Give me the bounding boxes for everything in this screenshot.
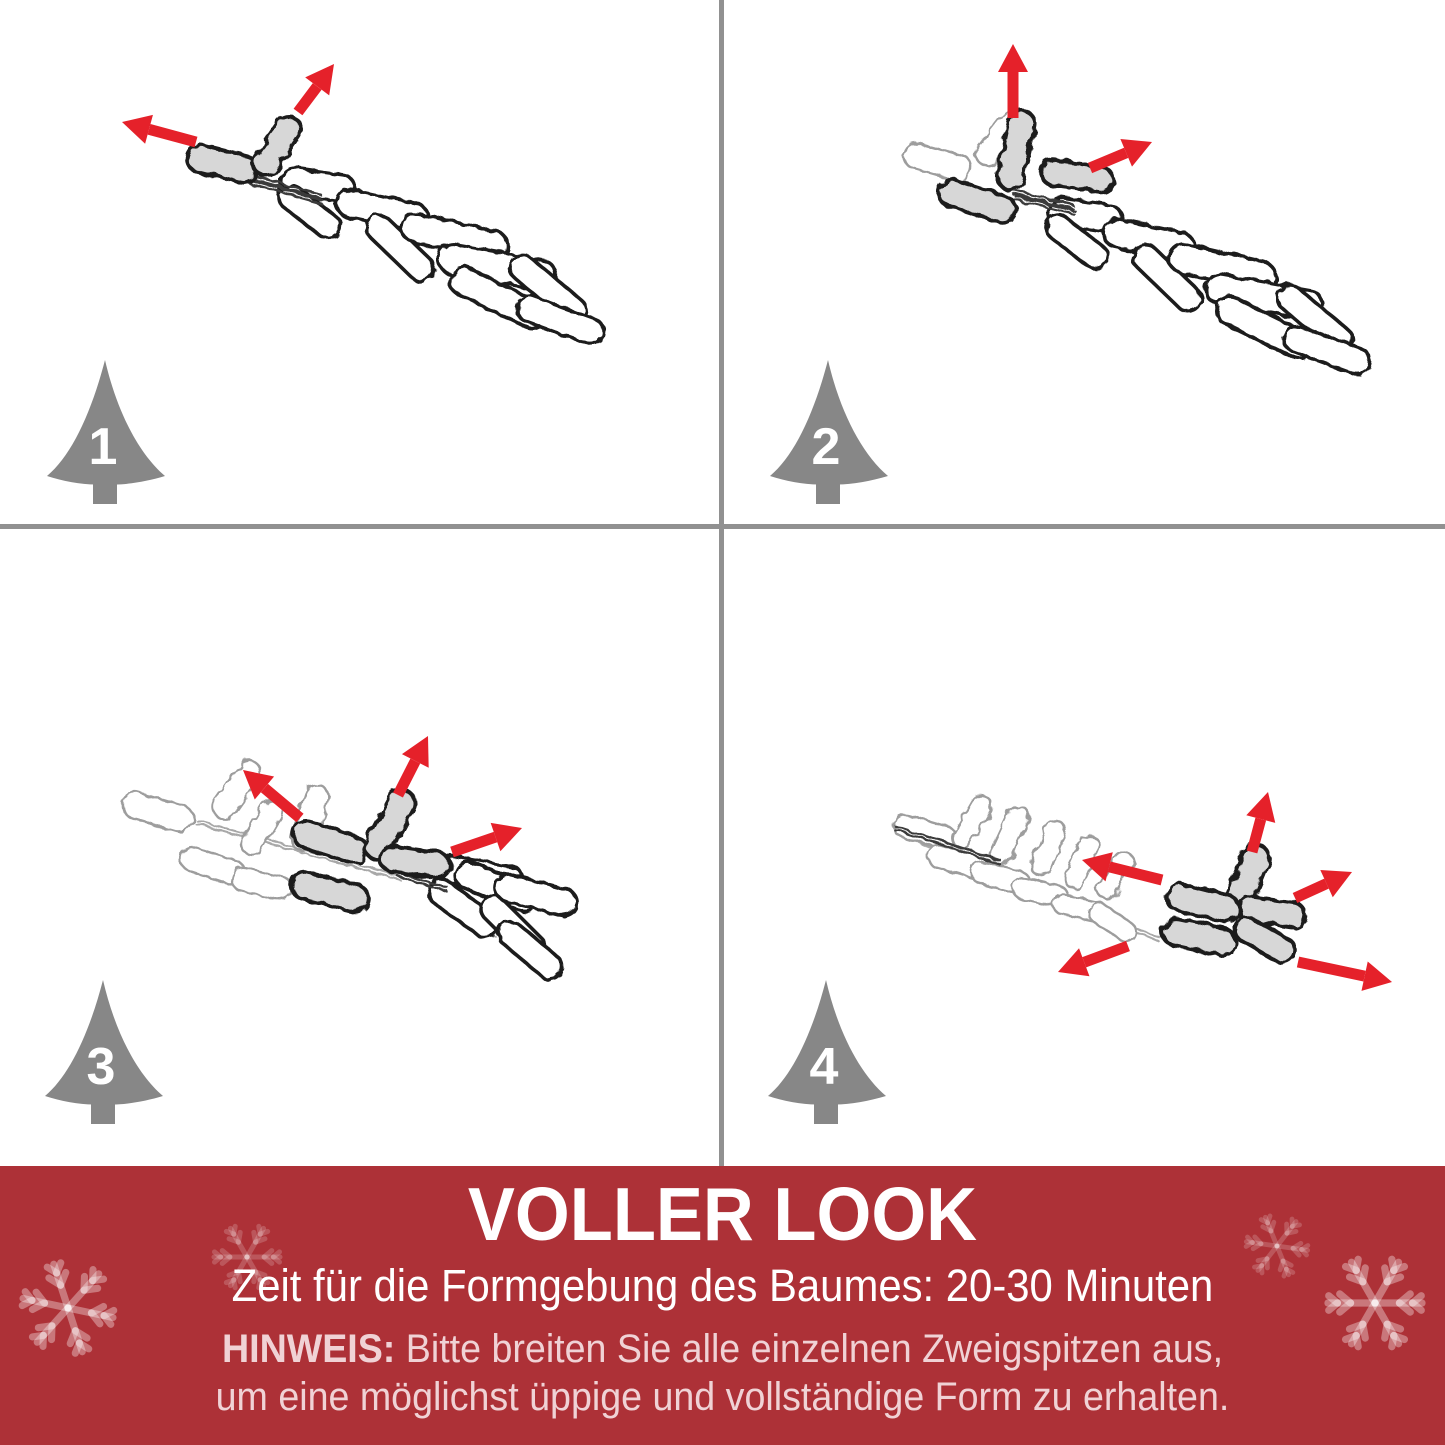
banner-title: VOLLER LOOK: [467, 1172, 978, 1256]
tree-step-icon: [768, 980, 886, 1124]
tree-step-icon: [47, 360, 165, 504]
step-panel-1: [47, 64, 607, 504]
step-number: 1: [88, 418, 118, 476]
red-arrow-icon: [122, 115, 196, 144]
red-arrow-icon: [1298, 962, 1392, 991]
step-number: 2: [811, 418, 841, 476]
red-arrow-icon: [1295, 870, 1352, 898]
red-arrow-icon: [452, 823, 522, 852]
red-arrow-icon: [1246, 792, 1275, 852]
tree-step-icon: [45, 980, 163, 1124]
red-arrow-icon: [398, 736, 429, 795]
step-panel-4: [768, 792, 1392, 1124]
horizontal-divider: [0, 524, 1445, 529]
step-panel-2: [770, 44, 1374, 504]
branch-illustration: [120, 756, 580, 984]
note-prefix: HINWEIS:: [221, 1327, 396, 1371]
vertical-divider: [719, 0, 724, 1166]
red-arrow-icon: [298, 64, 334, 112]
banner-note: [43, 1325, 1401, 1421]
tree-step-icon: [770, 360, 888, 504]
branch-illustration: [891, 792, 1306, 968]
step-panel-3: [45, 736, 580, 1124]
red-arrow-icon: [1058, 946, 1128, 976]
banner-subtitle: Zeit für die Formgebung des Baumes: 20-30 Minuten: [231, 1260, 1214, 1311]
note-line1: Bitte breiten Sie alle einzelnen Zweigspitzen aus,: [405, 1327, 1224, 1371]
info-banner: [0, 1166, 1445, 1445]
step-number: 4: [809, 1038, 839, 1096]
red-arrow-icon: [1090, 139, 1152, 168]
branch-illustration: [184, 112, 607, 348]
step-number: 3: [86, 1038, 116, 1096]
red-arrow-icon: [998, 44, 1028, 118]
note-line2: um eine möglichst üppige und vollständige Form zu erhalten.: [215, 1375, 1230, 1419]
